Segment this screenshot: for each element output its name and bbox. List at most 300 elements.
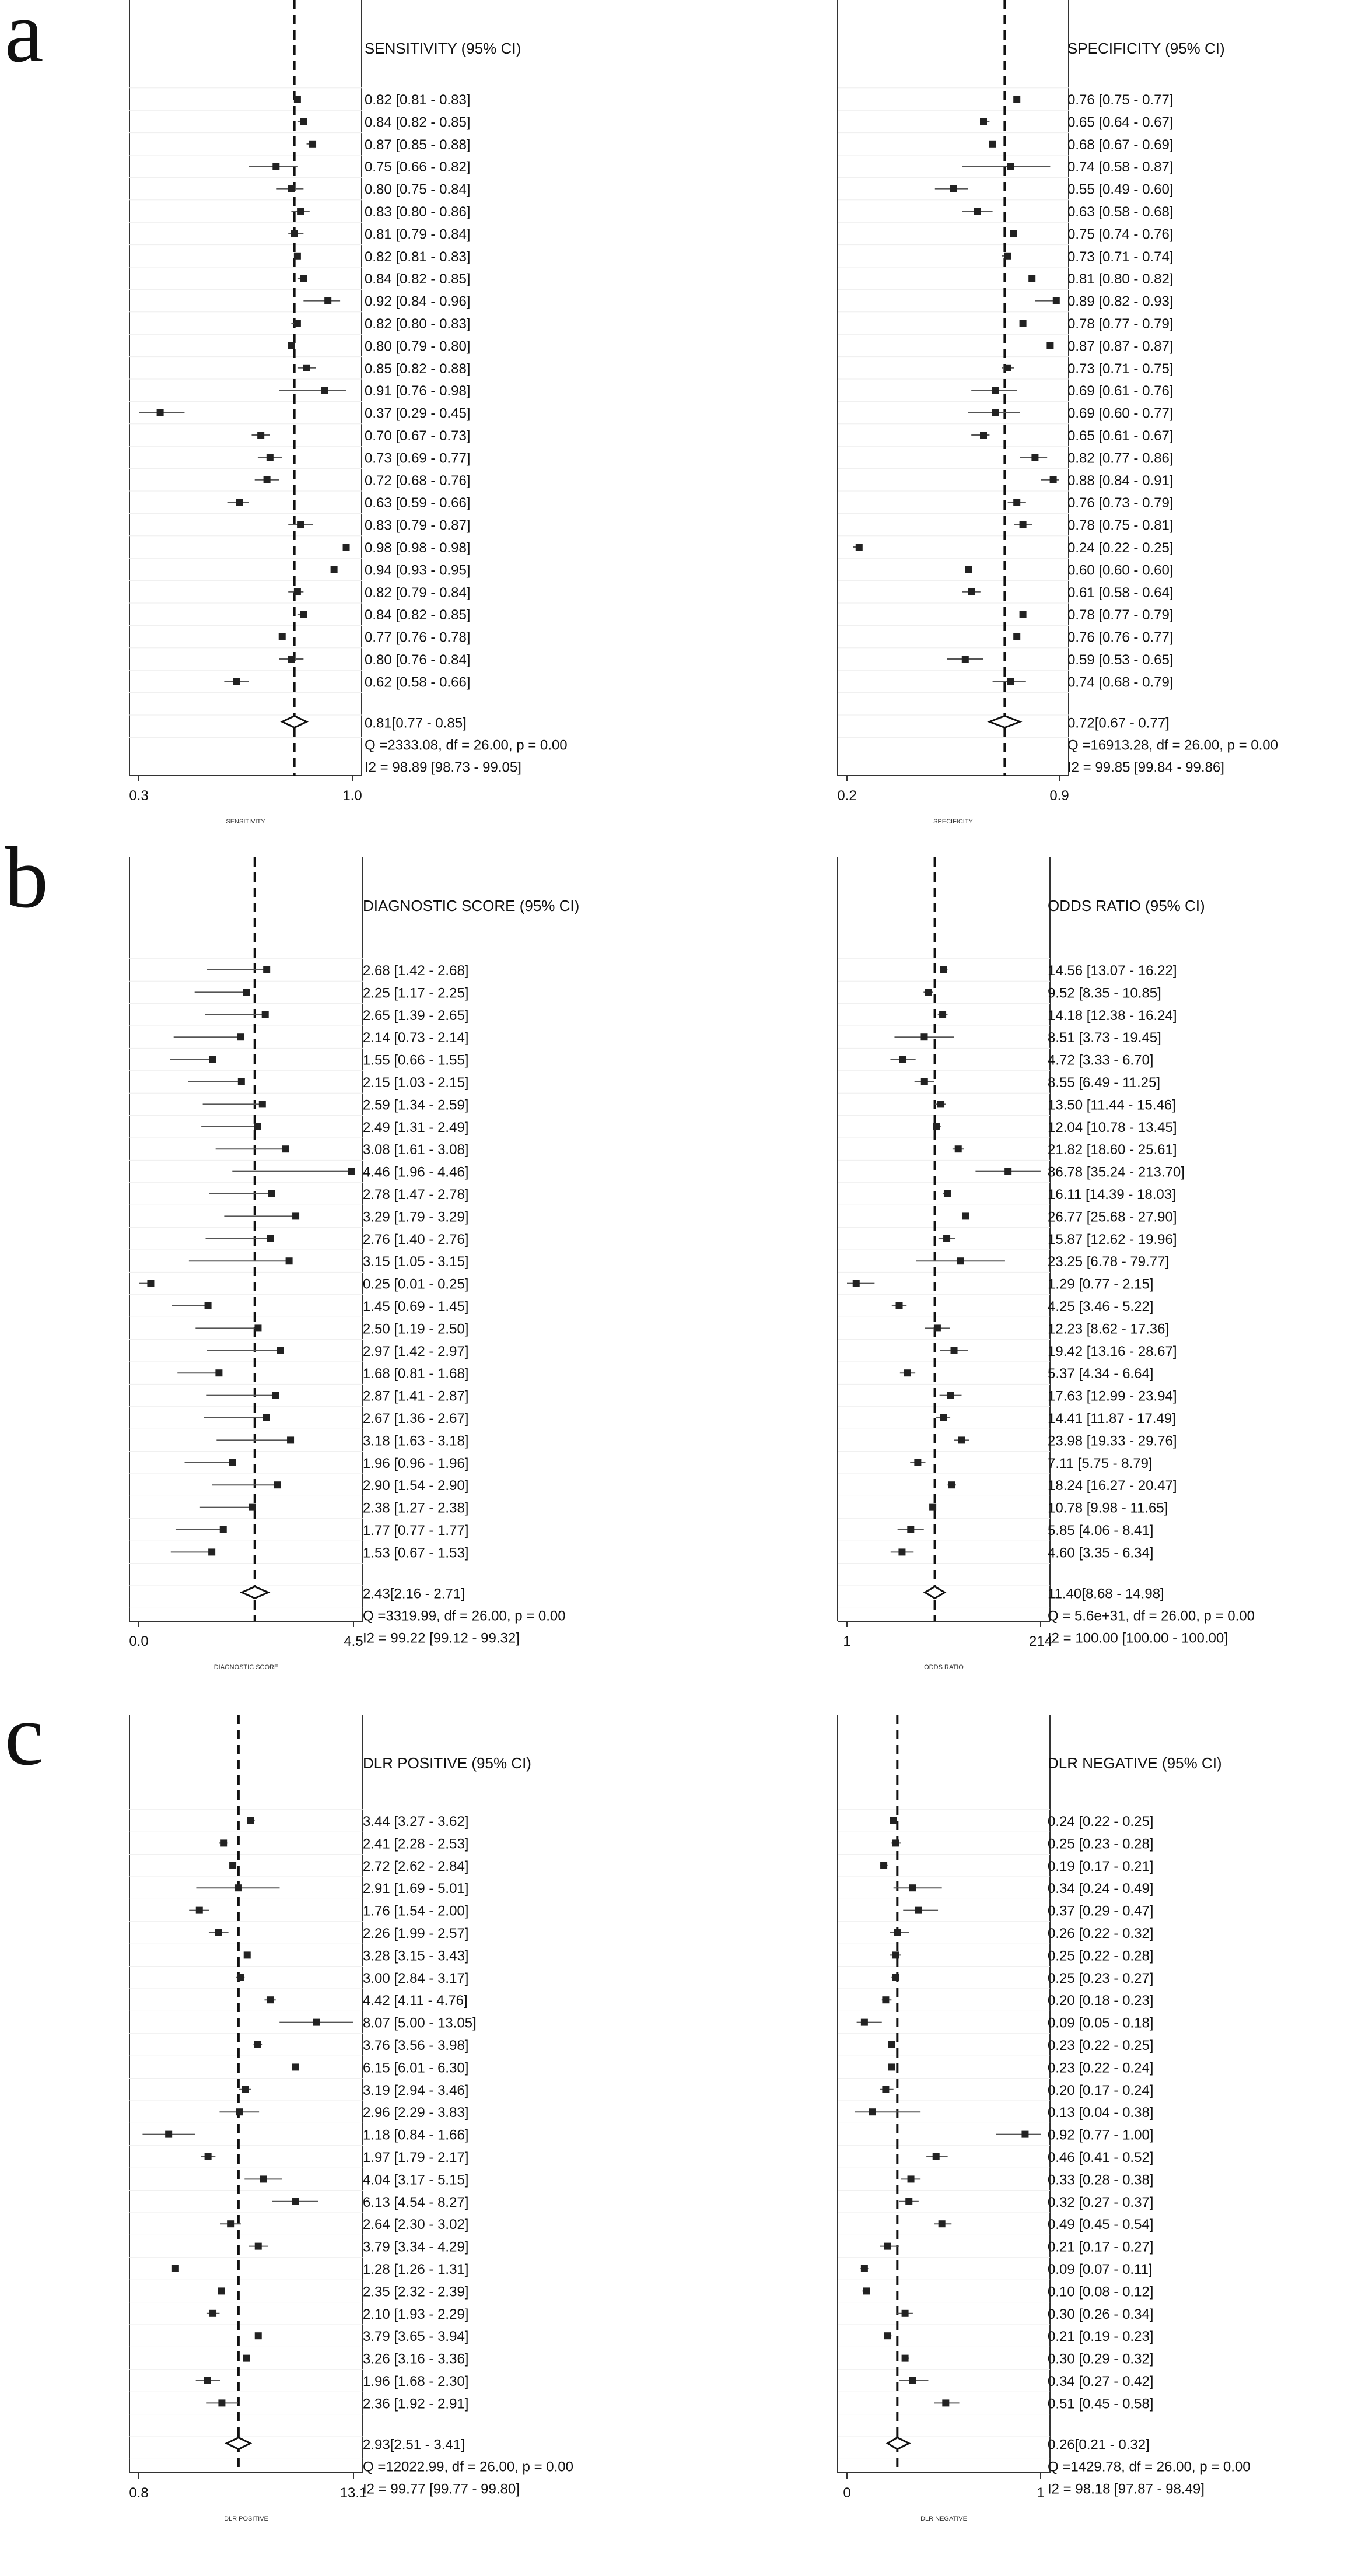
plot-4-point-8 [933,1123,940,1130]
plot-6-row-label-7: 0.25 [0.22 - 0.28] [1048,1948,1154,1964]
plot-2-row-label-14: 0.69 [0.61 - 0.76] [1068,383,1174,399]
plot-5-point-1 [247,1817,254,1824]
plot-4-row-label-22: 23.98 [19.33 - 29.76] [1048,1433,1177,1449]
plot-6-q-stat: Q =1429.78, df = 26.00, p = 0.00 [1048,2459,1251,2475]
plot-4-point-5 [900,1056,907,1063]
plot-4-point-1 [940,966,947,973]
plot-4-point-13 [943,1235,950,1242]
plot-4-title: ODDS RATIO (95% CI) [1048,897,1205,914]
plot-4-row-label-6: 8.55 [6.49 - 11.25] [1048,1075,1161,1091]
plot-2-row-label-23: 0.61 [0.58 - 0.64] [1068,584,1174,601]
plot-2-row-label-6: 0.63 [0.58 - 0.68] [1068,204,1174,220]
plot-1-pooled-diamond [282,716,307,728]
plot-4-point-21 [940,1414,947,1421]
plot-5-row-label-27: 2.36 [1.92 - 2.91] [363,2396,469,2412]
plot-2-point-10 [1053,297,1060,304]
plot-3-point-21 [262,1414,270,1421]
plot-1-row-label-19: 0.63 [0.59 - 0.66] [365,495,471,511]
plot-4-pooled-label: 11.40[8.68 - 14.98] [1048,1586,1164,1602]
plot-4-row-label-1: 14.56 [13.07 - 16.22] [1048,963,1177,979]
plot-5-point-27 [218,2399,225,2406]
plot-5-pooled-diamond [227,2438,250,2449]
plot-5-point-18 [292,2198,299,2205]
plot-5-point-15 [165,2131,172,2138]
plot-3-point-14 [286,1257,293,1264]
plot-6-point-27 [942,2399,949,2406]
plot-2-i2-stat: I2 = 99.85 [99.84 - 99.86] [1068,759,1224,776]
plot-5-row-label-26: 1.96 [1.68 - 2.30] [363,2374,469,2389]
plot-6-row-label-4: 0.34 [0.24 - 0.49] [1048,1881,1154,1897]
plot-3-point-23 [229,1459,236,1466]
plot-4-point-10 [1005,1168,1012,1175]
plot-3-point-10 [348,1168,355,1175]
plot-3-point-15 [147,1280,154,1287]
plot-6-point-15 [1021,2131,1028,2138]
plot-2-pooled-diamond [989,716,1020,728]
plot-1-row-label-8: 0.82 [0.81 - 0.83] [365,248,471,265]
plot-3-x-axis-label: DIAGNOSTIC SCORE [214,1664,279,1671]
plot-4-point-4 [921,1033,928,1040]
plot-1-point-14 [321,387,328,394]
plot-3-row-label-11: 2.78 [1.47 - 2.78] [363,1187,469,1203]
plot-6-point-2 [892,1839,899,1846]
plot-3-tick-label-2: 4.5 [344,1634,363,1649]
plot-2-point-11 [1020,320,1027,327]
plot-1-point-12 [288,342,295,349]
plot-3-row-label-26: 1.77 [0.77 - 1.77] [363,1523,469,1538]
plot-1-point-22 [331,566,338,573]
plot-2-point-6 [974,208,981,215]
plot-4-tick-label-2: 214 [1028,1634,1053,1649]
plot-2-row-label-22: 0.60 [0.60 - 0.60] [1068,562,1174,579]
plot-5-row-label-8: 3.00 [2.84 - 3.17] [363,1970,469,1986]
plot-4-point-2 [925,989,932,996]
plot-5-row-label-13: 3.19 [2.94 - 3.46] [363,2082,469,2098]
plot-3-i2-stat: I2 = 99.22 [99.12 - 99.32] [363,1630,520,1646]
plot-1-point-8 [294,253,301,260]
plot-6-row-label-24: 0.21 [0.19 - 0.23] [1048,2329,1154,2345]
plot-6-point-21 [861,2265,868,2272]
plot-6-point-18 [905,2198,912,2205]
plot-2-point-16 [980,432,987,439]
plot-1-point-3 [309,141,316,148]
plot-1-row-label-21: 0.98 [0.98 - 0.98] [365,540,471,556]
plot-3-row-label-16: 1.45 [0.69 - 1.45] [363,1299,469,1315]
plot-1-row-label-10: 0.92 [0.84 - 0.96] [365,293,471,310]
plot-4-row-label-16: 4.25 [3.46 - 5.22] [1048,1299,1154,1315]
plot-3-row-label-3: 2.65 [1.39 - 2.65] [363,1007,469,1024]
plot-3-point-19 [215,1369,222,1376]
plot-4-row-label-8: 12.04 [10.78 - 13.45] [1048,1119,1177,1135]
plot-5-row-label-21: 1.28 [1.26 - 1.31] [363,2262,469,2277]
plot-3-row-label-4: 2.14 [0.73 - 2.14] [363,1030,469,1046]
plot-6-row-label-22: 0.10 [0.08 - 0.12] [1048,2284,1154,2300]
plot-5-point-13 [242,2086,249,2093]
plot-5-x-axis-label: DLR POSITIVE [224,2515,268,2522]
plot-3-row-label-6: 2.15 [1.03 - 2.15] [363,1075,469,1091]
plot-2-row-label-27: 0.74 [0.68 - 0.79] [1068,674,1174,691]
plot-3-point-24 [274,1481,281,1488]
plot-3-row-label-12: 3.29 [1.79 - 3.29] [363,1209,469,1225]
plot-1-row-label-3: 0.87 [0.85 - 0.88] [365,136,471,153]
plot-3-row-label-19: 1.68 [0.81 - 1.68] [363,1366,469,1382]
plot-1-i2-stat: I2 = 98.89 [98.73 - 99.05] [365,759,522,776]
plot-2-point-12 [1046,342,1054,349]
plot-5-point-22 [218,2287,225,2294]
plot-5-point-24 [255,2332,262,2339]
plot-4-row-label-7: 13.50 [11.44 - 15.46] [1048,1097,1176,1113]
plot-6-row-label-12: 0.23 [0.22 - 0.24] [1048,2060,1154,2076]
plot-4-i2-stat: I2 = 100.00 [100.00 - 100.00] [1048,1630,1228,1646]
plot-1-row-label-25: 0.77 [0.76 - 0.78] [365,629,471,646]
plot-3-row-label-7: 2.59 [1.34 - 2.59] [363,1097,469,1113]
plot-4-point-22 [958,1436,965,1443]
plot-1-point-11 [294,320,301,327]
plot-2-row-label-7: 0.75 [0.74 - 0.76] [1068,226,1174,243]
plot-4-point-9 [955,1145,962,1152]
plot-3-row-label-2: 2.25 [1.17 - 2.25] [363,985,469,1001]
plot-3-row-label-14: 3.15 [1.05 - 3.15] [363,1254,469,1270]
plot-5-point-20 [255,2243,262,2250]
plot-2-row-label-12: 0.87 [0.87 - 0.87] [1068,338,1174,355]
plot-5-point-16 [205,2153,212,2160]
plot-3-pooled-diamond [242,1587,268,1599]
plot-4-point-11 [944,1190,951,1197]
plot-3-point-8 [254,1123,261,1130]
plot-6-point-24 [884,2332,891,2339]
plot-2-row-label-10: 0.89 [0.82 - 0.93] [1068,293,1174,310]
plot-6-point-7 [892,1951,899,1958]
plot-3-point-11 [268,1190,275,1197]
plot-1-row-label-14: 0.91 [0.76 - 0.98] [365,383,471,399]
plot-6-x-axis-label: DLR NEGATIVE [921,2515,967,2522]
plot-5-row-label-20: 3.79 [3.34 - 4.29] [363,2239,469,2255]
plot-2-point-15 [992,409,999,416]
plot-5-row-label-16: 1.97 [1.79 - 2.17] [363,2150,469,2165]
plot-6-point-16 [933,2153,940,2160]
plot-1-point-5 [288,185,295,192]
plot-3-point-5 [209,1056,216,1063]
plot-5-row-label-22: 2.35 [2.32 - 2.39] [363,2284,469,2300]
plot-1-tick-label-2: 1.0 [342,788,362,804]
plot-6-point-22 [863,2287,870,2294]
plot-5-point-17 [260,2175,267,2182]
plot-2-point-22 [965,566,972,573]
plot-3-row-label-15: 0.25 [0.01 - 0.25] [363,1276,469,1292]
plot-6-point-26 [909,2377,916,2384]
plot-2-point-17 [1031,454,1038,461]
plot-6-point-20 [884,2243,891,2250]
plot-1-row-label-15: 0.37 [0.29 - 0.45] [365,405,471,422]
plot-2-row-label-21: 0.24 [0.22 - 0.25] [1068,540,1174,556]
plot-6-point-14 [869,2108,876,2115]
plot-1-point-16 [257,432,264,439]
plot-5-point-6 [215,1929,222,1936]
plot-5-tick-label-2: 13.1 [340,2485,368,2501]
panel-letter-a: a [5,0,44,80]
plot-5-point-11 [254,2041,261,2048]
plot-4-row-label-4: 8.51 [3.73 - 19.45] [1048,1030,1161,1046]
plot-5-point-2 [220,1839,227,1846]
plot-1-pooled-label: 0.81[0.77 - 0.85] [365,715,467,731]
plot-6-row-label-6: 0.26 [0.22 - 0.32] [1048,1926,1154,1941]
plot-3-tick-label-1: 0.0 [129,1634,149,1649]
plot-1-point-23 [294,588,301,595]
plot-6-row-label-26: 0.34 [0.27 - 0.42] [1048,2374,1154,2389]
plot-2-row-label-3: 0.68 [0.67 - 0.69] [1068,136,1174,153]
plot-1-point-1 [294,96,301,103]
plot-6-row-label-3: 0.19 [0.17 - 0.21] [1048,1858,1154,1874]
plot-2-point-21 [856,544,863,551]
plot-2-row-label-26: 0.59 [0.53 - 0.65] [1068,652,1174,668]
plot-1-x-axis-label: SENSITIVITY [226,818,265,825]
plot-6-point-17 [908,2175,915,2182]
plot-2-row-label-18: 0.88 [0.84 - 0.91] [1068,472,1174,489]
plot-4-row-label-15: 1.29 [0.77 - 2.15] [1048,1276,1154,1292]
plot-4-row-label-3: 14.18 [12.38 - 16.24] [1048,1007,1177,1024]
plot-1-row-label-7: 0.81 [0.79 - 0.84] [365,226,471,243]
plot-6-row-label-11: 0.23 [0.22 - 0.25] [1048,2038,1154,2053]
plot-1-row-label-26: 0.80 [0.76 - 0.84] [365,652,471,668]
plot-1-row-label-22: 0.94 [0.93 - 0.95] [365,562,471,579]
plot-4-point-14 [957,1257,964,1264]
plot-6-point-11 [888,2041,895,2048]
plot-3-point-9 [282,1145,289,1152]
plot-6-row-label-15: 0.92 [0.77 - 1.00] [1048,2127,1154,2143]
plot-6-point-10 [861,2019,868,2026]
plot-3-row-label-25: 2.38 [1.27 - 2.38] [363,1500,469,1516]
plot-1-row-label-24: 0.84 [0.82 - 0.85] [365,607,471,623]
plot-3-point-2 [243,989,250,996]
plot-6-row-label-20: 0.21 [0.17 - 0.27] [1048,2239,1154,2255]
plot-5-row-label-18: 6.13 [4.54 - 8.27] [363,2194,469,2210]
plot-6-row-label-16: 0.46 [0.41 - 0.52] [1048,2150,1154,2165]
plot-4-row-label-27: 4.60 [3.35 - 6.34] [1048,1545,1154,1561]
plot-6-row-label-14: 0.13 [0.04 - 0.38] [1048,2105,1154,2121]
plot-6-row-label-8: 0.25 [0.23 - 0.27] [1048,1970,1154,1986]
plot-4-row-label-20: 17.63 [12.99 - 23.94] [1048,1388,1177,1404]
plot-1-row-label-5: 0.80 [0.75 - 0.84] [365,181,471,198]
plot-3-row-label-20: 2.87 [1.41 - 2.87] [363,1388,469,1404]
plot-6-tick-label-2: 1 [1037,2485,1045,2501]
plot-6-point-5 [915,1907,922,1914]
plot-6-point-4 [909,1884,916,1891]
plot-2-row-label-4: 0.74 [0.58 - 0.87] [1068,159,1174,176]
plot-3-row-label-9: 3.08 [1.61 - 3.08] [363,1142,469,1158]
plot-1-row-label-23: 0.82 [0.79 - 0.84] [365,584,471,601]
plot-5-row-label-6: 2.26 [1.99 - 2.57] [363,1926,469,1941]
plot-5-row-label-14: 2.96 [2.29 - 3.83] [363,2105,469,2121]
plot-3-point-18 [277,1347,284,1354]
plot-4-point-18 [951,1347,958,1354]
plot-1-row-label-4: 0.75 [0.66 - 0.82] [365,159,471,176]
plot-5-q-stat: Q =12022.99, df = 26.00, p = 0.00 [363,2459,573,2475]
plot-4-point-6 [921,1078,928,1085]
plot-4-row-label-11: 16.11 [14.39 - 18.03] [1048,1187,1176,1203]
plot-6-row-label-1: 0.24 [0.22 - 0.25] [1048,1814,1154,1830]
plot-1-row-label-9: 0.84 [0.82 - 0.85] [365,271,471,288]
plot-1-row-label-11: 0.82 [0.80 - 0.83] [365,316,471,332]
plot-5-row-label-10: 8.07 [5.00 - 13.05] [363,2015,477,2031]
plot-1-row-label-18: 0.72 [0.68 - 0.76] [365,472,471,489]
plot-1-point-17 [267,454,274,461]
plot-5-title: DLR POSITIVE (95% CI) [363,1754,531,1772]
plot-4-row-label-9: 21.82 [18.60 - 25.61] [1048,1142,1177,1158]
plot-5-point-25 [243,2355,250,2362]
plot-3-point-13 [267,1235,274,1242]
plot-4-point-27 [898,1548,905,1555]
plot-4-pooled-diamond [925,1587,945,1599]
plot-3-pooled-label: 2.43[2.16 - 2.71] [363,1586,465,1602]
plot-2-row-label-9: 0.81 [0.80 - 0.82] [1068,271,1174,288]
plot-6-point-9 [882,1996,889,2003]
plot-3-point-26 [220,1526,227,1533]
plot-2-row-label-11: 0.78 [0.77 - 0.79] [1068,316,1174,332]
panel-letter-c: c [5,1687,44,1783]
plot-3-point-4 [237,1033,244,1040]
plot-2-row-label-25: 0.76 [0.76 - 0.77] [1068,629,1174,646]
plot-6-point-3 [880,1862,887,1869]
plot-6-point-13 [882,2086,889,2093]
plot-5-row-label-23: 2.10 [1.93 - 2.29] [363,2306,469,2322]
plot-6-i2-stat: I2 = 98.18 [97.87 - 98.49] [1048,2481,1205,2497]
plot-5-point-3 [229,1862,236,1869]
plot-3-row-label-23: 1.96 [0.96 - 1.96] [363,1455,469,1471]
plot-6-row-label-10: 0.09 [0.05 - 0.18] [1048,2015,1154,2031]
plot-1-row-label-2: 0.84 [0.82 - 0.85] [365,114,471,131]
plot-5-point-9 [267,1996,274,2003]
plot-6-row-label-2: 0.25 [0.23 - 0.28] [1048,1836,1154,1852]
plot-6-row-label-23: 0.30 [0.26 - 0.34] [1048,2306,1154,2322]
plot-2-point-1 [1013,96,1020,103]
plot-2-point-13 [1005,365,1012,371]
plot-4-row-label-18: 19.42 [13.16 - 28.67] [1048,1343,1177,1359]
plot-1-q-stat: Q =2333.08, df = 26.00, p = 0.00 [365,737,568,753]
plot-4-row-label-21: 14.41 [11.87 - 17.49] [1048,1411,1176,1427]
plot-2-row-label-8: 0.73 [0.71 - 0.74] [1068,248,1174,265]
plot-2-row-label-17: 0.82 [0.77 - 0.86] [1068,450,1174,467]
plot-6-point-6 [894,1929,901,1936]
plot-5-row-label-24: 3.79 [3.65 - 3.94] [363,2329,469,2345]
plot-1-row-label-13: 0.85 [0.82 - 0.88] [365,360,471,377]
plot-4-point-16 [896,1302,903,1309]
plot-3-point-27 [208,1548,215,1555]
plot-2-point-27 [1007,678,1014,685]
plot-5-row-label-4: 2.91 [1.69 - 5.01] [363,1881,469,1897]
plot-3-point-20 [272,1392,279,1399]
plot-1-row-label-17: 0.73 [0.69 - 0.77] [365,450,471,467]
plot-5-point-19 [227,2220,234,2227]
plot-1-row-label-1: 0.82 [0.81 - 0.83] [365,92,471,108]
plot-5-row-label-17: 4.04 [3.17 - 5.15] [363,2172,469,2188]
plot-3-point-22 [287,1436,294,1443]
plot-4-point-17 [934,1324,941,1331]
plot-2-point-5 [950,185,957,192]
plot-4-point-12 [962,1212,969,1219]
plot-3-row-label-21: 2.67 [1.36 - 2.67] [363,1411,469,1427]
plot-4-point-25 [929,1504,936,1511]
plot-3-q-stat: Q =3319.99, df = 26.00, p = 0.00 [363,1608,566,1624]
plot-1-row-label-6: 0.83 [0.80 - 0.86] [365,204,471,220]
plot-6-pooled-label: 0.26[0.21 - 0.32] [1048,2437,1150,2453]
plot-5-point-4 [235,1884,242,1891]
plot-5-pooled-label: 2.93[2.51 - 3.41] [363,2437,465,2453]
plot-6-point-25 [902,2355,909,2362]
plot-5-i2-stat: I2 = 99.77 [99.77 - 99.80] [363,2481,520,2497]
plot-2-row-label-1: 0.76 [0.75 - 0.77] [1068,92,1174,108]
plot-1-row-label-16: 0.70 [0.67 - 0.73] [365,428,471,444]
plot-3-point-12 [292,1212,299,1219]
plot-3-title: DIAGNOSTIC SCORE (95% CI) [363,897,580,914]
plot-5-point-5 [196,1907,203,1914]
plot-4-row-label-10: 86.78 [35.24 - 213.70] [1048,1164,1185,1180]
plot-6-row-label-25: 0.30 [0.29 - 0.32] [1048,2351,1154,2367]
plot-2-point-8 [1005,253,1012,260]
plot-5-point-23 [209,2310,216,2317]
plot-4-row-label-19: 5.37 [4.34 - 6.64] [1048,1366,1154,1382]
plot-4-point-7 [937,1101,944,1107]
plot-1-point-21 [343,544,350,551]
plot-6-row-label-18: 0.32 [0.27 - 0.37] [1048,2194,1154,2210]
plot-6-point-8 [892,1974,899,1981]
plot-3-point-6 [238,1078,245,1085]
plot-2-point-24 [1020,611,1027,618]
plot-1-point-19 [236,499,243,506]
plot-2-tick-label-2: 0.9 [1049,788,1069,804]
plot-2-point-18 [1050,476,1057,483]
plot-3-row-label-18: 2.97 [1.42 - 2.97] [363,1343,469,1359]
plot-6-pooled-diamond [888,2438,909,2449]
plot-4-row-label-5: 4.72 [3.33 - 6.70] [1048,1052,1154,1068]
plot-4-row-label-12: 26.77 [25.68 - 27.90] [1048,1209,1177,1225]
plot-4-point-20 [947,1392,954,1399]
plot-4-point-23 [914,1459,921,1466]
plot-1-point-13 [303,365,310,371]
plot-3-row-label-22: 3.18 [1.63 - 3.18] [363,1433,469,1449]
plot-5-row-label-12: 6.15 [6.01 - 6.30] [363,2060,469,2076]
plot-4-row-label-14: 23.25 [6.78 - 79.77] [1048,1254,1170,1270]
plot-2-point-3 [989,141,996,148]
plot-6-row-label-17: 0.33 [0.28 - 0.38] [1048,2172,1154,2188]
plot-1-point-7 [291,230,298,237]
plot-4-row-label-2: 9.52 [8.35 - 10.85] [1048,985,1161,1001]
plot-1-point-10 [324,297,331,304]
plot-3-row-label-24: 2.90 [1.54 - 2.90] [363,1478,469,1494]
plot-3-row-label-17: 2.50 [1.19 - 2.50] [363,1321,469,1337]
plot-2-row-label-24: 0.78 [0.77 - 0.79] [1068,607,1174,623]
plot-4-point-19 [904,1369,911,1376]
plot-6-point-1 [890,1817,897,1824]
plot-3-row-label-13: 2.76 [1.40 - 2.76] [363,1231,469,1247]
plot-6-point-12 [888,2063,895,2070]
plot-1-point-6 [297,208,304,215]
plot-2-point-20 [1020,521,1027,528]
plot-4-point-15 [853,1280,860,1287]
plot-1-point-26 [288,656,295,663]
plot-3-point-7 [259,1101,266,1107]
plot-1-point-15 [157,409,164,416]
plot-1-row-label-27: 0.62 [0.58 - 0.66] [365,674,471,691]
plot-4-row-label-17: 12.23 [8.62 - 17.36] [1048,1321,1170,1337]
plot-3-point-25 [249,1504,256,1511]
plot-5-row-label-25: 3.26 [3.16 - 3.36] [363,2351,469,2367]
plot-4-point-26 [907,1526,914,1533]
plot-5-point-10 [313,2019,320,2026]
plot-6-tick-label-1: 0 [843,2485,851,2501]
plot-1-tick-label-1: 0.3 [129,788,149,804]
plot-2-point-25 [1013,633,1020,640]
plot-2-point-7 [1010,230,1017,237]
